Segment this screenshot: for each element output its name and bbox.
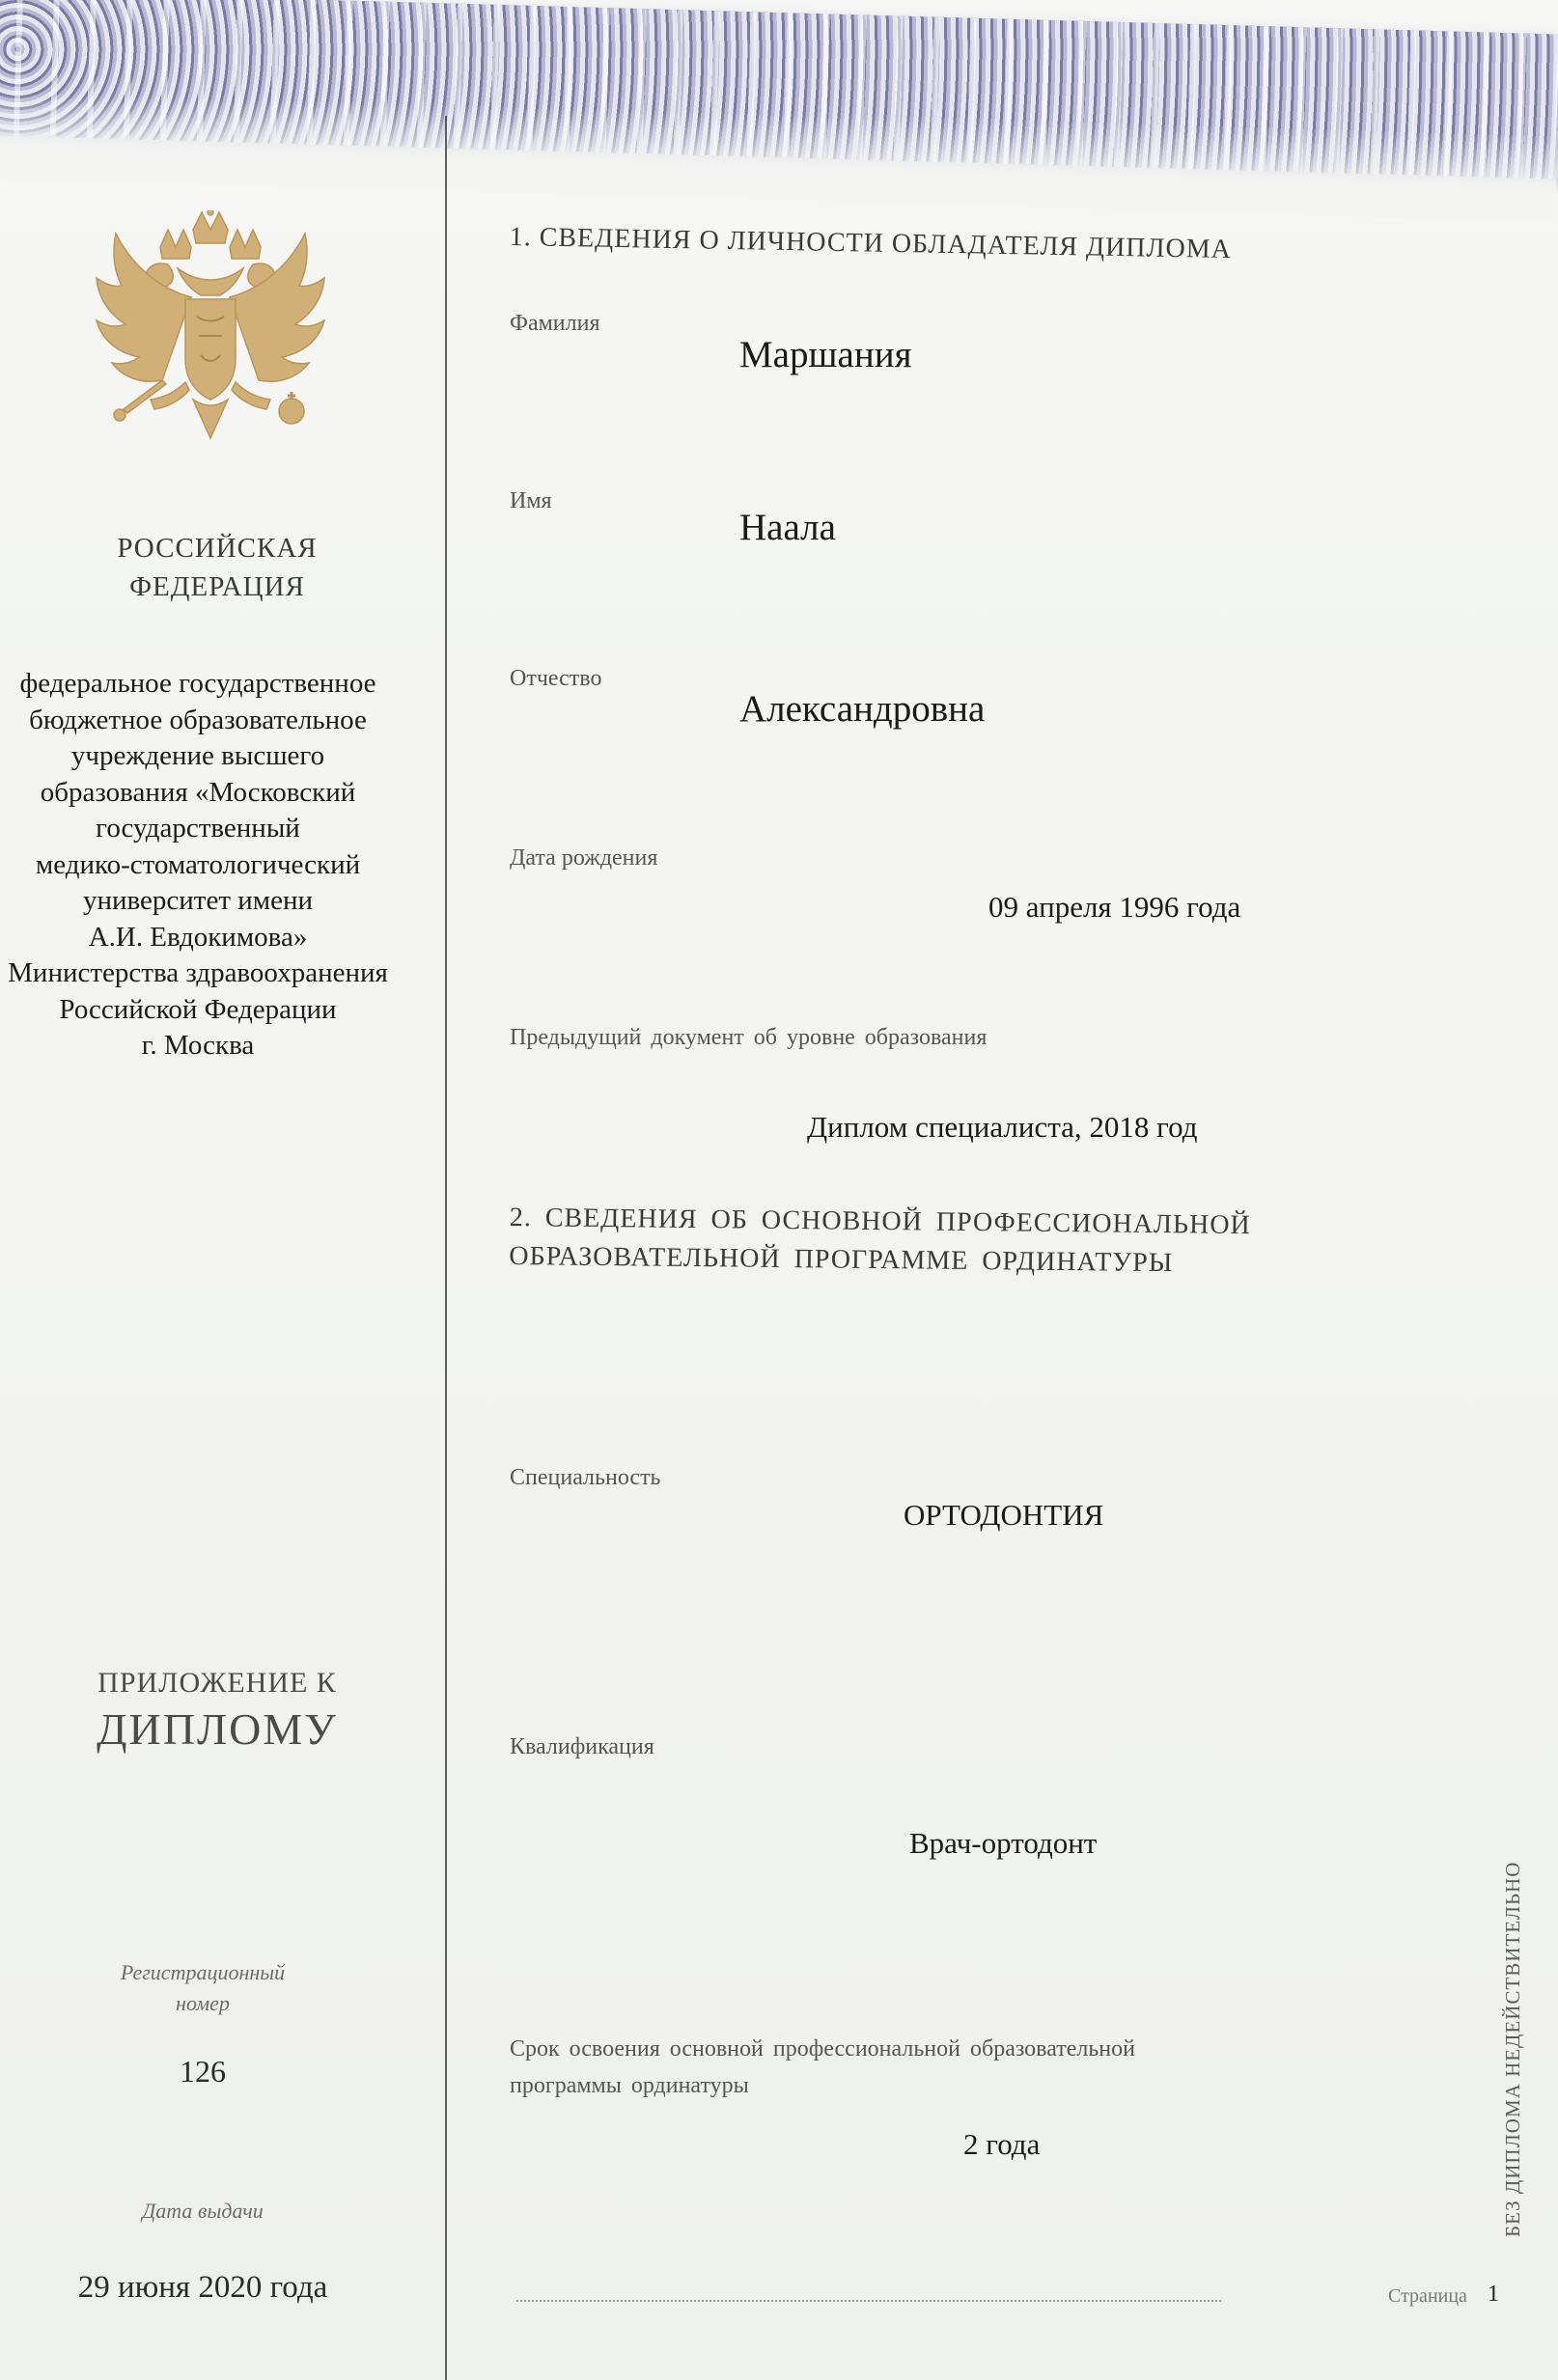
institution-name: федеральное государственное бюджетное образовательное учреждение высшего образования «Московский государственный медико-стоматологический университет имени А.И. Евдокимова» Министерства здравоохранения Российской Федерации г. Москва [8,668,388,1061]
previous-document-value: Диплом специалиста, 2018 год [807,1110,1198,1144]
surname-label: Фамилия [510,311,600,336]
qualification-label: Квалификация [510,1734,654,1759]
surname-value: Маршания [739,334,912,375]
issue-date: 29 июня 2020 года [77,2270,328,2305]
document-title-line2: ДИПЛОМУ [97,1704,338,1754]
program-duration-label: Срок освоения основной профессиональной образовательной программы ординатуры [510,2036,1135,2098]
name-value: Наала [739,507,836,548]
specialty-label: Специальность [510,1465,661,1490]
issue-date-label: Дата выдачи [142,2199,264,2223]
column-divider [445,116,447,2380]
name-label: Имя [510,488,552,513]
page-label: Страница [1388,2285,1467,2307]
program-duration-value: 2 года [963,2127,1041,2161]
qualification-value: Врач-ортодонт [909,1826,1098,1860]
country-name: РОССИЙСКАЯ ФЕДЕРАЦИЯ [117,533,318,602]
section1-heading: 1. СВЕДЕНИЯ О ЛИЧНОСТИ ОБЛАДАТЕЛЯ ДИПЛОМА [509,222,1233,265]
previous-document-label: Предыдущий документ об уровне образования [510,1025,988,1050]
patronymic-value: Александровна [739,688,986,730]
section2-heading: 2. СВЕДЕНИЯ ОБ ОСНОВНОЙ ПРОФЕССИОНАЛЬНОЙ ОБРАЗОВАТЕЛЬНОЙ ПРОГРАММЕ ОРДИНАТУРЫ [509,1202,1251,1279]
registration-number-label: Регистрационный номер [120,1960,286,2015]
double-headed-eagle-icon [85,210,336,476]
document-title-line1: ПРИЛОЖЕНИЕ К [97,1667,337,1699]
signature-line [516,2300,1221,2302]
registration-number: 126 [180,2054,226,2089]
specialty-value: ОРТОДОНТИЯ [904,1498,1104,1532]
birthdate-value: 09 апреля 1996 года [988,890,1241,924]
validity-note: БЕЗ ДИПЛОМА НЕДЕЙСТВИТЕЛЬНО [1501,1861,1524,2237]
birthdate-label: Дата рождения [510,845,658,871]
page-number: 1 [1488,2282,1499,2307]
patronymic-label: Отчество [510,666,602,691]
